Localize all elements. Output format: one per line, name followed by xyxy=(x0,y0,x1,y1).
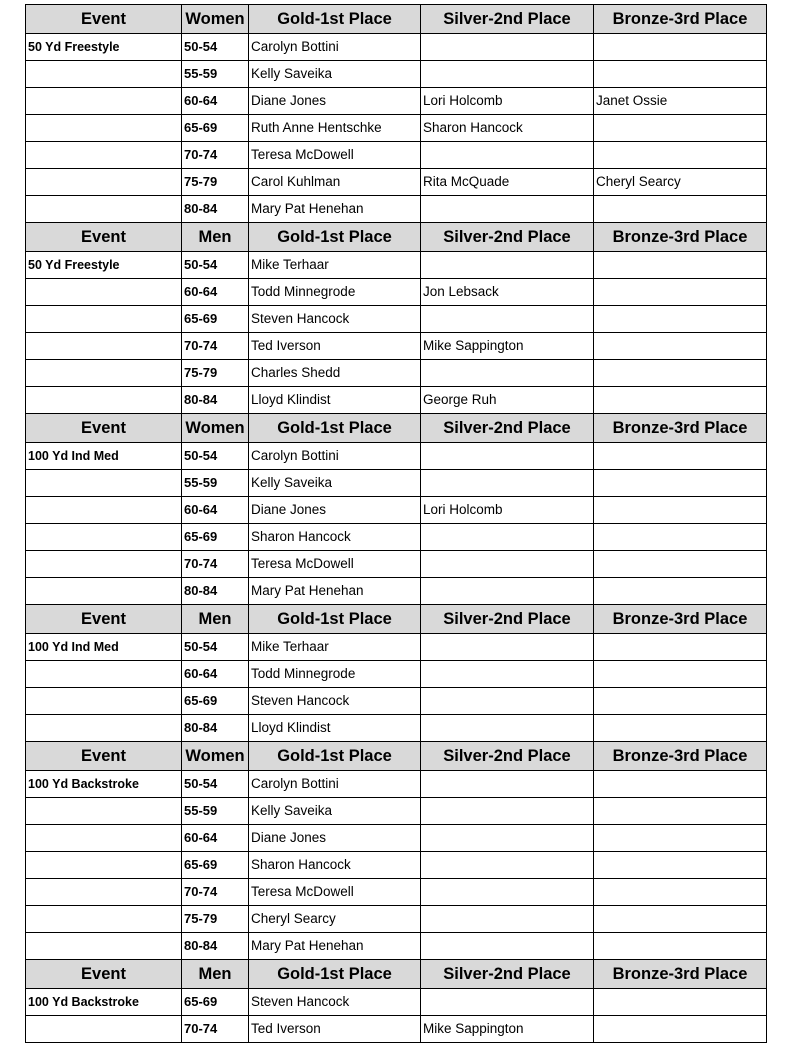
table-row xyxy=(26,333,767,360)
gold-winner: Charles Shedd xyxy=(249,360,421,387)
age-group: 75-79 xyxy=(182,906,249,933)
table-row xyxy=(26,443,767,470)
gold-winner: Sharon Hancock xyxy=(249,852,421,879)
table-row xyxy=(26,852,767,879)
header-bronze: Bronze-3rd Place xyxy=(594,414,767,443)
event-name xyxy=(26,387,182,414)
header-row xyxy=(26,5,767,34)
silver-winner: Lori Holcomb xyxy=(421,88,594,115)
header-bronze: Bronze-3rd Place xyxy=(594,605,767,634)
age-group: 60-64 xyxy=(182,825,249,852)
age-group: 55-59 xyxy=(182,798,249,825)
bronze-winner xyxy=(594,443,767,470)
event-name: 100 Yd Backstroke xyxy=(26,771,182,798)
bronze-winner xyxy=(594,933,767,960)
header-event: Event xyxy=(26,223,182,252)
silver-winner: Mike Sappington xyxy=(421,1016,594,1043)
bronze-winner xyxy=(594,634,767,661)
table-row xyxy=(26,906,767,933)
table-row xyxy=(26,34,767,61)
table-row xyxy=(26,387,767,414)
silver-winner xyxy=(421,825,594,852)
header-division: Women xyxy=(182,414,249,443)
gold-winner: Mary Pat Henehan xyxy=(249,578,421,605)
header-bronze: Bronze-3rd Place xyxy=(594,742,767,771)
gold-winner: Teresa McDowell xyxy=(249,879,421,906)
table-row xyxy=(26,661,767,688)
event-name xyxy=(26,88,182,115)
header-bronze: Bronze-3rd Place xyxy=(594,5,767,34)
table-row xyxy=(26,825,767,852)
silver-winner xyxy=(421,798,594,825)
results-table-body xyxy=(26,5,767,1043)
table-row xyxy=(26,1016,767,1043)
table-row xyxy=(26,306,767,333)
gold-winner: Diane Jones xyxy=(249,497,421,524)
gold-winner: Ted Iverson xyxy=(249,333,421,360)
table-row xyxy=(26,634,767,661)
header-gold: Gold-1st Place xyxy=(249,605,421,634)
silver-winner xyxy=(421,879,594,906)
age-group: 65-69 xyxy=(182,852,249,879)
event-name xyxy=(26,497,182,524)
header-row xyxy=(26,223,767,252)
bronze-winner xyxy=(594,661,767,688)
header-gold: Gold-1st Place xyxy=(249,742,421,771)
table-row xyxy=(26,551,767,578)
silver-winner: Lori Holcomb xyxy=(421,497,594,524)
gold-winner: Steven Hancock xyxy=(249,306,421,333)
table-row xyxy=(26,989,767,1016)
gold-winner: Steven Hancock xyxy=(249,989,421,1016)
gold-winner: Mike Terhaar xyxy=(249,634,421,661)
silver-winner: Mike Sappington xyxy=(421,333,594,360)
table-row xyxy=(26,715,767,742)
header-division: Women xyxy=(182,5,249,34)
table-row xyxy=(26,115,767,142)
age-group: 70-74 xyxy=(182,879,249,906)
age-group: 70-74 xyxy=(182,551,249,578)
silver-winner: Rita McQuade xyxy=(421,169,594,196)
bronze-winner xyxy=(594,524,767,551)
header-bronze: Bronze-3rd Place xyxy=(594,960,767,989)
table-row xyxy=(26,279,767,306)
bronze-winner xyxy=(594,551,767,578)
silver-winner xyxy=(421,906,594,933)
table-row xyxy=(26,524,767,551)
event-name xyxy=(26,688,182,715)
event-name xyxy=(26,169,182,196)
event-name xyxy=(26,333,182,360)
gold-winner: Diane Jones xyxy=(249,88,421,115)
table-row xyxy=(26,61,767,88)
header-silver: Silver-2nd Place xyxy=(421,223,594,252)
event-name xyxy=(26,115,182,142)
age-group: 65-69 xyxy=(182,524,249,551)
gold-winner: Todd Minnegrode xyxy=(249,279,421,306)
header-gold: Gold-1st Place xyxy=(249,223,421,252)
age-group: 50-54 xyxy=(182,443,249,470)
header-division: Men xyxy=(182,960,249,989)
table-row xyxy=(26,497,767,524)
age-group: 80-84 xyxy=(182,715,249,742)
age-group: 70-74 xyxy=(182,1016,249,1043)
event-name: 100 Yd Ind Med xyxy=(26,634,182,661)
header-gold: Gold-1st Place xyxy=(249,414,421,443)
gold-winner: Carolyn Bottini xyxy=(249,34,421,61)
event-name xyxy=(26,470,182,497)
table-row xyxy=(26,142,767,169)
bronze-winner xyxy=(594,333,767,360)
header-gold: Gold-1st Place xyxy=(249,960,421,989)
age-group: 50-54 xyxy=(182,771,249,798)
bronze-winner xyxy=(594,306,767,333)
header-event: Event xyxy=(26,960,182,989)
event-name xyxy=(26,279,182,306)
table-row xyxy=(26,879,767,906)
event-name xyxy=(26,933,182,960)
age-group: 80-84 xyxy=(182,933,249,960)
event-name xyxy=(26,825,182,852)
gold-winner: Sharon Hancock xyxy=(249,524,421,551)
header-row xyxy=(26,414,767,443)
silver-winner xyxy=(421,360,594,387)
age-group: 80-84 xyxy=(182,578,249,605)
bronze-winner xyxy=(594,578,767,605)
table-row xyxy=(26,169,767,196)
silver-winner xyxy=(421,688,594,715)
table-row xyxy=(26,196,767,223)
bronze-winner xyxy=(594,825,767,852)
bronze-winner xyxy=(594,715,767,742)
results-table xyxy=(25,4,767,1043)
gold-winner: Carolyn Bottini xyxy=(249,771,421,798)
silver-winner xyxy=(421,196,594,223)
event-name: 50 Yd Freestyle xyxy=(26,252,182,279)
header-gold: Gold-1st Place xyxy=(249,5,421,34)
event-name xyxy=(26,360,182,387)
age-group: 75-79 xyxy=(182,169,249,196)
age-group: 60-64 xyxy=(182,661,249,688)
event-name xyxy=(26,715,182,742)
age-group: 75-79 xyxy=(182,360,249,387)
gold-winner: Teresa McDowell xyxy=(249,551,421,578)
age-group: 50-54 xyxy=(182,252,249,279)
gold-winner: Cheryl Searcy xyxy=(249,906,421,933)
age-group: 55-59 xyxy=(182,470,249,497)
silver-winner xyxy=(421,306,594,333)
header-silver: Silver-2nd Place xyxy=(421,605,594,634)
bronze-winner xyxy=(594,879,767,906)
silver-winner xyxy=(421,34,594,61)
gold-winner: Mike Terhaar xyxy=(249,252,421,279)
header-silver: Silver-2nd Place xyxy=(421,5,594,34)
bronze-winner xyxy=(594,360,767,387)
gold-winner: Kelly Saveika xyxy=(249,61,421,88)
event-name xyxy=(26,578,182,605)
event-name xyxy=(26,61,182,88)
event-name: 50 Yd Freestyle xyxy=(26,34,182,61)
event-name xyxy=(26,798,182,825)
event-name xyxy=(26,906,182,933)
gold-winner: Lloyd Klindist xyxy=(249,715,421,742)
silver-winner xyxy=(421,852,594,879)
table-row xyxy=(26,771,767,798)
silver-winner xyxy=(421,661,594,688)
bronze-winner xyxy=(594,142,767,169)
age-group: 60-64 xyxy=(182,88,249,115)
bronze-winner xyxy=(594,497,767,524)
silver-winner xyxy=(421,61,594,88)
bronze-winner xyxy=(594,252,767,279)
bronze-winner xyxy=(594,279,767,306)
silver-winner xyxy=(421,252,594,279)
table-row xyxy=(26,933,767,960)
age-group: 70-74 xyxy=(182,333,249,360)
event-name xyxy=(26,551,182,578)
bronze-winner xyxy=(594,196,767,223)
event-name xyxy=(26,661,182,688)
silver-winner xyxy=(421,443,594,470)
event-name: 100 Yd Ind Med xyxy=(26,443,182,470)
header-event: Event xyxy=(26,605,182,634)
header-row xyxy=(26,960,767,989)
silver-winner xyxy=(421,551,594,578)
bronze-winner xyxy=(594,688,767,715)
age-group: 65-69 xyxy=(182,115,249,142)
gold-winner: Kelly Saveika xyxy=(249,470,421,497)
event-name: 100 Yd Backstroke xyxy=(26,989,182,1016)
header-division: Men xyxy=(182,605,249,634)
bronze-winner xyxy=(594,852,767,879)
gold-winner: Lloyd Klindist xyxy=(249,387,421,414)
age-group: 70-74 xyxy=(182,142,249,169)
table-row xyxy=(26,470,767,497)
bronze-winner: Janet Ossie xyxy=(594,88,767,115)
event-name xyxy=(26,524,182,551)
bronze-winner xyxy=(594,771,767,798)
age-group: 65-69 xyxy=(182,306,249,333)
gold-winner: Ted Iverson xyxy=(249,1016,421,1043)
header-row xyxy=(26,742,767,771)
bronze-winner xyxy=(594,798,767,825)
silver-winner: Jon Lebsack xyxy=(421,279,594,306)
event-name xyxy=(26,1016,182,1043)
header-row xyxy=(26,605,767,634)
bronze-winner xyxy=(594,989,767,1016)
bronze-winner: Cheryl Searcy xyxy=(594,169,767,196)
silver-winner xyxy=(421,524,594,551)
bronze-winner xyxy=(594,1016,767,1043)
age-group: 55-59 xyxy=(182,61,249,88)
gold-winner: Ruth Anne Hentschke xyxy=(249,115,421,142)
age-group: 60-64 xyxy=(182,497,249,524)
header-division: Women xyxy=(182,742,249,771)
silver-winner xyxy=(421,634,594,661)
bronze-winner xyxy=(594,115,767,142)
bronze-winner xyxy=(594,470,767,497)
header-silver: Silver-2nd Place xyxy=(421,960,594,989)
gold-winner: Carolyn Bottini xyxy=(249,443,421,470)
event-name xyxy=(26,142,182,169)
event-name xyxy=(26,852,182,879)
age-group: 50-54 xyxy=(182,34,249,61)
table-row xyxy=(26,798,767,825)
gold-winner: Carol Kuhlman xyxy=(249,169,421,196)
age-group: 80-84 xyxy=(182,387,249,414)
age-group: 65-69 xyxy=(182,688,249,715)
silver-winner xyxy=(421,715,594,742)
table-row xyxy=(26,688,767,715)
bronze-winner xyxy=(594,34,767,61)
gold-winner: Diane Jones xyxy=(249,825,421,852)
event-name xyxy=(26,196,182,223)
age-group: 50-54 xyxy=(182,634,249,661)
header-event: Event xyxy=(26,742,182,771)
age-group: 65-69 xyxy=(182,989,249,1016)
silver-winner: Sharon Hancock xyxy=(421,115,594,142)
header-event: Event xyxy=(26,414,182,443)
header-silver: Silver-2nd Place xyxy=(421,742,594,771)
silver-winner xyxy=(421,933,594,960)
bronze-winner xyxy=(594,387,767,414)
gold-winner: Todd Minnegrode xyxy=(249,661,421,688)
gold-winner: Teresa McDowell xyxy=(249,142,421,169)
silver-winner xyxy=(421,989,594,1016)
bronze-winner xyxy=(594,61,767,88)
table-row xyxy=(26,252,767,279)
table-row xyxy=(26,360,767,387)
silver-winner xyxy=(421,771,594,798)
event-name xyxy=(26,306,182,333)
header-division: Men xyxy=(182,223,249,252)
silver-winner xyxy=(421,142,594,169)
gold-winner: Mary Pat Henehan xyxy=(249,196,421,223)
silver-winner xyxy=(421,578,594,605)
silver-winner: George Ruh xyxy=(421,387,594,414)
gold-winner: Steven Hancock xyxy=(249,688,421,715)
table-row xyxy=(26,88,767,115)
bronze-winner xyxy=(594,906,767,933)
age-group: 80-84 xyxy=(182,196,249,223)
header-silver: Silver-2nd Place xyxy=(421,414,594,443)
age-group: 60-64 xyxy=(182,279,249,306)
header-bronze: Bronze-3rd Place xyxy=(594,223,767,252)
event-name xyxy=(26,879,182,906)
gold-winner: Kelly Saveika xyxy=(249,798,421,825)
header-event: Event xyxy=(26,5,182,34)
gold-winner: Mary Pat Henehan xyxy=(249,933,421,960)
table-row xyxy=(26,578,767,605)
silver-winner xyxy=(421,470,594,497)
